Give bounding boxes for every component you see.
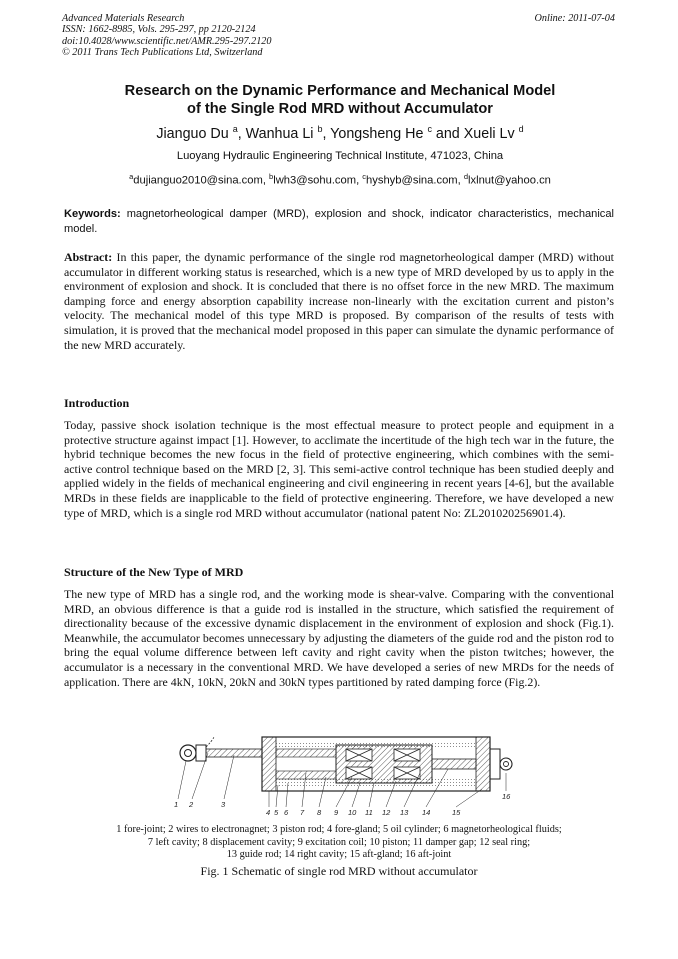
abstract-label: Abstract: (64, 250, 113, 264)
part-label: 8 (317, 808, 322, 817)
title-line-1: Research on the Dynamic Performance and Mechanical Model (124, 83, 556, 99)
email-separator: , (457, 174, 464, 187)
email-list (60, 172, 620, 187)
author-list (60, 124, 620, 142)
part-label: 3 (221, 800, 226, 809)
abstract-block (64, 250, 614, 352)
email-address[interactable]: hyshyb@sina.com (366, 174, 458, 187)
email-sup: d (463, 172, 469, 181)
journal-name: Advanced Materials Research (62, 13, 185, 24)
part-label: 13 (400, 808, 409, 817)
part-label: 11 (365, 808, 373, 817)
author-name: Wanhua Li (245, 125, 314, 142)
introduction-text: Today, passive shock isolation technique is the most effectual measure to protect people and equipment in a protective structure against impact [1]. However, to acclimate the incertitude of the high tech war in the future, the hybrid technique becomes the new focus in the field of protective engineering, which combines with the semi-active control technique based on the MRD [2, 3]. This semi-active control technique has been studied deeply and applied widely in the fields of mechanical engineering and civil engineering in recent years [4-6], but the available MRDs in these fields are inapplicable to the field of protective engineering. Therefore, we have developed a new type of MRD, which is a single rod MRD without accumulator (national patent No: ZL201020256901.4). (64, 418, 614, 520)
part-label: 10 (348, 808, 357, 817)
part-label: 15 (452, 808, 461, 817)
email-sup: b (269, 172, 274, 181)
author-sup: a (232, 124, 238, 134)
keywords-block (64, 207, 614, 236)
email-address[interactable]: lxlnut@yahoo.cn (468, 174, 551, 187)
guide-rod-icon (432, 759, 476, 769)
email-sup: a (129, 172, 134, 181)
mrd-schematic-figure (164, 733, 524, 825)
author-name: Jianguo Du (156, 125, 229, 142)
author-separator: , (322, 125, 331, 142)
abstract-text: In this paper, the dynamic performance of the single rod magnetorheological damper (MRD) without accumulator in different working status is researched, which is a new type of MRD developed by us to apply in the environment of explosion and shock. It is concluded that there is no offset force in the new MRD. The maximum damping force and energy absorption capability increase non-linearly with the excitation current and piston’s velocity. The mechanical model of this type MRD is proposed. By comparison of the results of tests with simulation, it is proved that the mechanical model proposed in this paper can simulate the dynamic performance of the new MRD accurately. (64, 250, 614, 352)
author-sup: b (317, 124, 323, 134)
part-label: 2 (189, 800, 194, 809)
author-name: Yongsheng He (330, 125, 424, 142)
online-date: Online: 2011-07-04 (534, 13, 615, 24)
author-name: Xueli Lv (463, 125, 515, 142)
legend-line: 13 guide rod; 14 right cavity; 15 aft-gland; 16 aft-joint (226, 849, 452, 861)
email-address[interactable]: dujianguo2010@sina.com (133, 174, 263, 187)
doi-line: doi:10.4028/www.scientific.net/AMR.295-297.2120 (62, 35, 272, 47)
figure-legend (64, 824, 614, 862)
part-label: 6 (284, 808, 289, 817)
author-separator: , (237, 125, 246, 142)
aft-joint-icon (490, 749, 512, 779)
part-label: 7 (300, 808, 305, 817)
legend-line: 1 fore-joint; 2 wires to electronagnet; 3 piston rod; 4 fore-gland; 5 oil cylinder; 6 magnetorheological fluids; (116, 824, 562, 835)
section-title-introduction: Introduction (64, 396, 130, 410)
part-label: 9 (334, 808, 339, 817)
keywords-text: magnetorheological damper (MRD), explosion and shock, indicator characteristics, mechanical model. (64, 208, 614, 235)
affiliation: Luoyang Hydraulic Engineering Technical Institute, 471023, China (176, 150, 504, 162)
part-label: 1 (174, 800, 179, 809)
keywords-label: Keywords: (64, 208, 121, 220)
figure-caption: Fig. 1 Schematic of single rod MRD without accumulator (200, 864, 478, 878)
author-sup: c (427, 124, 432, 134)
issn-line: ISSN: 1662-8985, Vols. 295-297, pp 2120-2124 (62, 24, 256, 36)
piston-icon (336, 745, 432, 783)
journal-header (62, 13, 271, 59)
structure-text: The new type of MRD has a single rod, and the working mode is shear-valve. Comparing with the conventional MRD, an obvious difference is that a guide rod is installed in the structure, which satisfied the requirement of directionality because of the excessive dynamic displacement in the environment of explosion and shock (Fig.1). Meanwhile, the accumulator becomes unnecessary by adjusting the diameters of the guide rod and the piston rod to bring the equal volume difference between left cavity and right cavity when the piston twitches; however, the accumulator is a necessary in the conventional MRD. We have developed a series of new MRDs for the needs of application. There are 4kN, 10kN, 20kN and 30kN types partitioned by rated damping force (Fig.2). (64, 587, 614, 689)
part-label: 5 (274, 808, 279, 817)
email-sup: c (362, 172, 367, 181)
part-label: 4 (266, 808, 271, 817)
author-sup: d (518, 124, 524, 134)
section-title-structure: Structure of the New Type of MRD (64, 565, 244, 579)
email-separator: , (356, 174, 363, 187)
paper-title (60, 82, 620, 118)
author-separator: and (431, 125, 464, 142)
copyright-line: © 2011 Trans Tech Publications Ltd, Switzerland (62, 47, 263, 59)
part-label: 14 (422, 808, 431, 817)
part-label: 12 (382, 808, 391, 817)
part-label: 16 (502, 792, 511, 801)
legend-line: 7 left cavity; 8 displacement cavity; 9 excitation coil; 10 piston; 11 damper gap; 12 seal ring; (147, 836, 531, 848)
email-address[interactable]: lwh3@sohu.com (273, 174, 357, 187)
email-separator: , (262, 174, 270, 187)
title-line-2: of the Single Rod MRD without Accumulator (187, 101, 493, 117)
